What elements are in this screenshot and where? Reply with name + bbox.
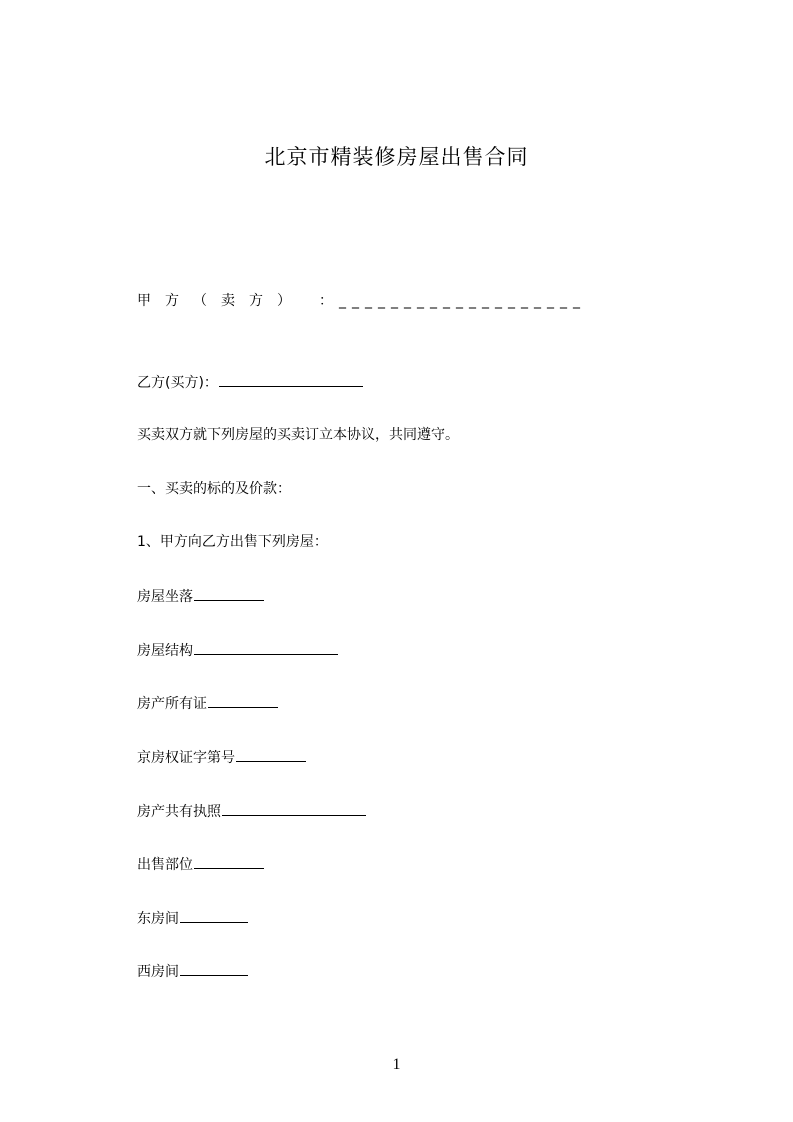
field-blank xyxy=(208,692,278,708)
page-number: 1 xyxy=(392,1056,401,1073)
party-a-label: 甲方（卖方） xyxy=(137,293,305,309)
field-sale-portion xyxy=(137,853,264,875)
party-b-blank xyxy=(219,371,363,387)
field-label: 西房间 xyxy=(137,964,179,980)
section-1-heading: 一、买卖的标的及价款： xyxy=(137,481,291,497)
field-label: 房产所有证 xyxy=(137,696,207,712)
field-certificate-number xyxy=(137,746,306,768)
field-blank xyxy=(180,907,248,923)
agreement-text: 买卖双方就下列房屋的买卖订立本协议，共同遵守。 xyxy=(137,427,459,443)
field-label: 房屋结构 xyxy=(137,643,193,659)
field-blank xyxy=(194,585,264,601)
field-blank xyxy=(194,853,264,869)
field-east-room xyxy=(137,907,248,929)
party-a-fill: ：___________________ xyxy=(319,293,586,309)
field-label: 房产共有执照 xyxy=(137,804,221,820)
item-1-text: 1、甲方向乙方出售下列房屋： xyxy=(137,534,328,550)
field-label: 东房间 xyxy=(137,911,179,927)
field-west-room xyxy=(137,960,248,982)
field-label: 出售部位 xyxy=(137,857,193,873)
field-co-ownership-license xyxy=(137,800,366,822)
field-house-location xyxy=(137,585,264,607)
field-label: 房屋坐落 xyxy=(137,589,193,605)
field-label: 京房权证字第号 xyxy=(137,750,235,766)
field-blank xyxy=(236,746,306,762)
party-a-line xyxy=(137,291,702,311)
field-blank xyxy=(222,800,366,816)
party-b-line xyxy=(137,371,363,393)
document-title: 北京市精装修房屋出售合同 xyxy=(264,145,529,169)
field-blank xyxy=(194,639,338,655)
field-house-structure xyxy=(137,639,338,661)
field-blank xyxy=(180,960,248,976)
field-ownership-certificate xyxy=(137,692,278,714)
party-b-label: 乙方(买方)： xyxy=(137,375,218,391)
